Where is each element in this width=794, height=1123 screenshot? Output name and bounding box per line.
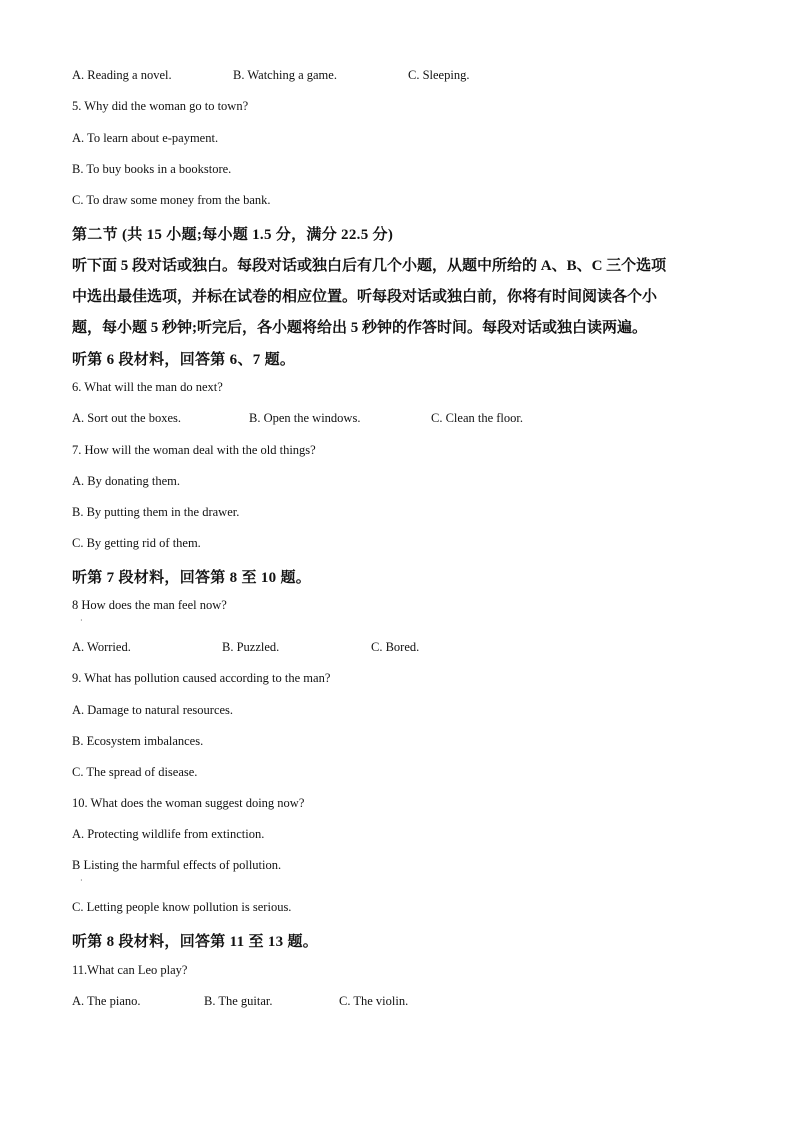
section2-title: 第二节 (共 15 小题;每小题 1.5 分，满分 22.5 分) [72, 227, 394, 243]
q10-question: 10. What does the woman suggest doing now? [72, 796, 305, 810]
q5-option-a: A. To learn about e-payment. [72, 131, 219, 145]
section2-instruction-line-2: 中选出最佳选项，并标在试卷的相应位置。听每段对话或独白前，你将有时间阅读各个小 [72, 289, 658, 305]
section2-instruction-line-1: 听下面 5 段对话或独白。每段对话或独白后有几个小题，从题中所给的 A、B、C 三个选项 [72, 258, 667, 274]
passage7-heading: 听第 7 段材料，回答第 8 至 10 题。 [72, 570, 312, 586]
q10-option-b: B Listing the harmful effects of pollution. [72, 858, 282, 872]
q4-option-a: A. Reading a novel. [72, 68, 172, 82]
q11-option-b: B. The guitar. [204, 994, 273, 1008]
q8-option-a: A. Worried. [72, 640, 131, 654]
q10-option-c: C. Letting people know pollution is serious. [72, 900, 292, 914]
q8-option-b: B. Puzzled. [222, 640, 280, 654]
q5-option-c: C. To draw some money from the bank. [72, 193, 271, 207]
q9-option-a: A. Damage to natural resources. [72, 703, 234, 717]
q6-option-b: B. Open the windows. [249, 411, 361, 425]
q7-option-c: C. By getting rid of them. [72, 536, 201, 550]
q9-option-b: B. Ecosystem imbalances. [72, 734, 204, 748]
stray-mark: · [80, 616, 83, 625]
passage6-heading: 听第 6 段材料，回答第 6、7 题。 [72, 352, 296, 368]
q8-question: 8 How does the man feel now? [72, 598, 227, 612]
q9-question: 9. What has pollution caused according to the man? [72, 671, 331, 685]
q11-option-a: A. The piano. [72, 994, 141, 1008]
q6-option-a: A. Sort out the boxes. [72, 411, 182, 425]
q8-option-c: C. Bored. [371, 640, 420, 654]
q11-option-c: C. The violin. [339, 994, 409, 1008]
q9-option-c: C. The spread of disease. [72, 765, 198, 779]
q7-question: 7. How will the woman deal with the old things? [72, 443, 316, 457]
q11-question: 11.What can Leo play? [72, 963, 188, 977]
q7-option-b: B. By putting them in the drawer. [72, 505, 240, 519]
q6-question: 6. What will the man do next? [72, 380, 223, 394]
q5-question: 5. Why did the woman go to town? [72, 99, 249, 113]
q5-option-b: B. To buy books in a bookstore. [72, 162, 232, 176]
q6-option-c: C. Clean the floor. [431, 411, 523, 425]
q4-option-b: B. Watching a game. [233, 68, 337, 82]
section2-instruction-line-3: 题，每小题 5 秒钟;听完后，各小题将给出 5 秒钟的作答时间。每段对话或独白读两遍。 [72, 320, 647, 336]
q7-option-a: A. By donating them. [72, 474, 180, 488]
q4-option-c: C. Sleeping. [408, 68, 470, 82]
q10-option-a: A. Protecting wildlife from extinction. [72, 827, 265, 841]
passage8-heading: 听第 8 段材料，回答第 11 至 13 题。 [72, 934, 319, 950]
stray-mark: · [80, 876, 83, 885]
